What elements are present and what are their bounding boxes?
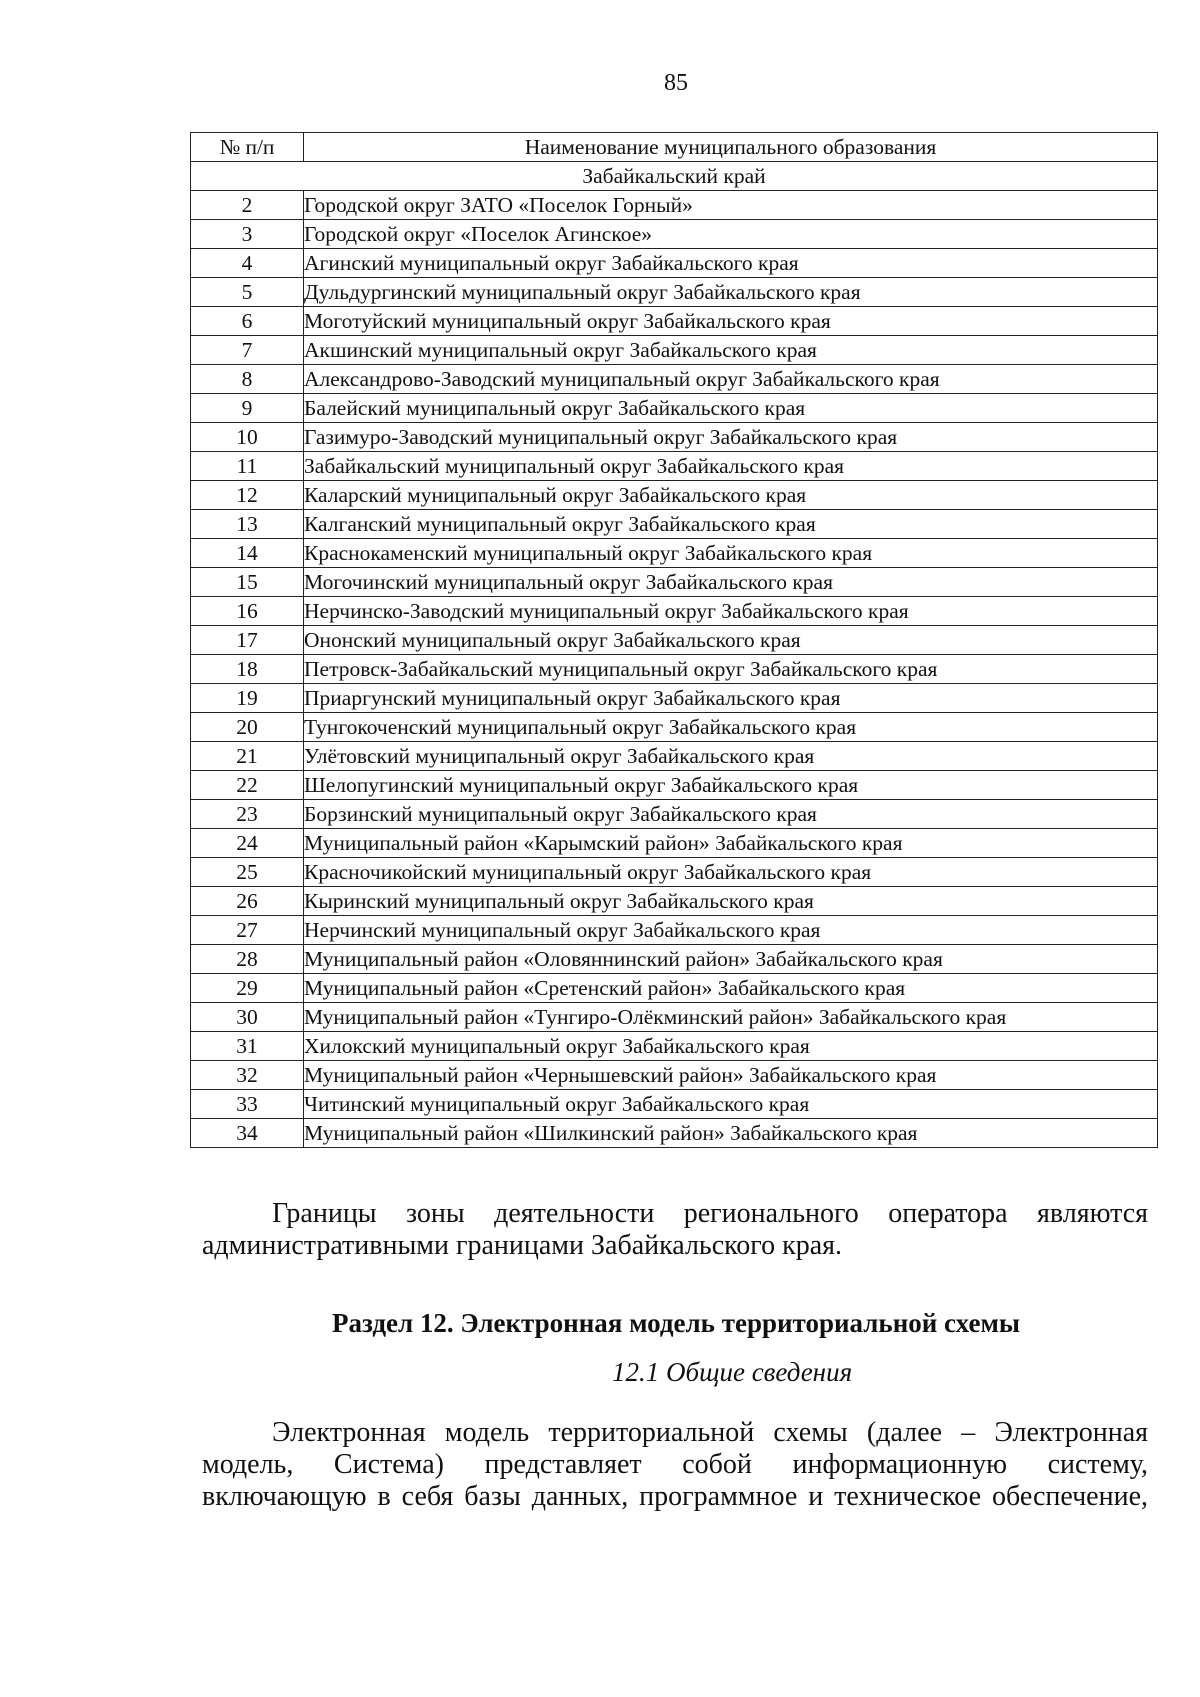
table-row [191, 481, 1158, 510]
municipality-name: Агинский муниципальный округ Забайкальского края [304, 249, 1158, 278]
region-row [191, 162, 1158, 191]
table-row [191, 1061, 1158, 1090]
table-row [191, 220, 1158, 249]
row-number: 25 [191, 858, 304, 887]
model-paragraph [202, 1417, 1148, 1513]
municipality-name: Тунгокоченский муниципальный округ Забайкальского края [304, 713, 1158, 742]
table-row [191, 191, 1158, 220]
paragraph-line: Электронная модель территориальной схемы (далее – Электронная [272, 1417, 1148, 1448]
table-row [191, 684, 1158, 713]
table-row [191, 423, 1158, 452]
row-number: 26 [191, 887, 304, 916]
municipality-name: Городской округ ЗАТО «Поселок Горный» [304, 191, 1158, 220]
region-name: Забайкальский край [191, 162, 1158, 191]
municipality-name: Моготуйский муниципальный округ Забайкальского края [304, 307, 1158, 336]
table-row [191, 336, 1158, 365]
row-number: 34 [191, 1119, 304, 1148]
row-number: 10 [191, 423, 304, 452]
row-number: 14 [191, 539, 304, 568]
municipality-name: Петровск-Забайкальский муниципальный округ Забайкальского края [304, 655, 1158, 684]
table-row [191, 365, 1158, 394]
table-row [191, 1003, 1158, 1032]
municipality-name: Муниципальный район «Сретенский район» Забайкальского края [304, 974, 1158, 1003]
row-number: 8 [191, 365, 304, 394]
municipality-name: Шелопугинский муниципальный округ Забайкальского края [304, 771, 1158, 800]
municipality-name: Калганский муниципальный округ Забайкальского края [304, 510, 1158, 539]
table-row [191, 539, 1158, 568]
municipality-name: Балейский муниципальный округ Забайкальского края [304, 394, 1158, 423]
header-name: Наименование муниципального образования [304, 133, 1158, 162]
municipality-name: Муниципальный район «Тунгиро-Олёкминский район» Забайкальского края [304, 1003, 1158, 1032]
municipality-name: Кыринский муниципальный округ Забайкальского края [304, 887, 1158, 916]
municipality-name: Краснокаменский муниципальный округ Забайкальского края [304, 539, 1158, 568]
row-number: 28 [191, 945, 304, 974]
table-row [191, 597, 1158, 626]
table-row [191, 858, 1158, 887]
row-number: 31 [191, 1032, 304, 1061]
table-row [191, 945, 1158, 974]
subsection-title: 12.1 Общие сведения [612, 1357, 853, 1387]
table-row [191, 568, 1158, 597]
table-row [191, 452, 1158, 481]
municipality-name: Акшинский муниципальный округ Забайкальского края [304, 336, 1158, 365]
table-row [191, 742, 1158, 771]
row-number: 7 [191, 336, 304, 365]
page-number: 85 [664, 70, 688, 96]
row-number: 5 [191, 278, 304, 307]
row-number: 19 [191, 684, 304, 713]
row-number: 29 [191, 974, 304, 1003]
municipality-name: Нерчинский муниципальный округ Забайкальского края [304, 916, 1158, 945]
table-row [191, 655, 1158, 684]
municipality-name: Александрово-Заводский муниципальный округ Забайкальского края [304, 365, 1158, 394]
table-row [191, 1119, 1158, 1148]
boundaries-paragraph [202, 1198, 1148, 1262]
paragraph-line: Границы зоны деятельности регионального оператора являются [272, 1198, 1148, 1229]
municipality-name: Нерчинско-Заводский муниципальный округ Забайкальского края [304, 597, 1158, 626]
table-row [191, 887, 1158, 916]
row-number: 11 [191, 452, 304, 481]
row-number: 32 [191, 1061, 304, 1090]
table-row [191, 800, 1158, 829]
row-number: 18 [191, 655, 304, 684]
table-row [191, 278, 1158, 307]
municipality-name: Муниципальный район «Оловяннинский район» Забайкальского края [304, 945, 1158, 974]
paragraph-line: административными границами Забайкальского края. [202, 1230, 843, 1261]
table-row [191, 829, 1158, 858]
municipality-name: Каларский муниципальный округ Забайкальского края [304, 481, 1158, 510]
municipality-name: Муниципальный район «Чернышевский район» Забайкальского края [304, 1061, 1158, 1090]
municipality-name: Городской округ «Поселок Агинское» [304, 220, 1158, 249]
municipality-name: Борзинский муниципальный округ Забайкальского края [304, 800, 1158, 829]
table-row [191, 713, 1158, 742]
municipality-name: Газимуро-Заводский муниципальный округ Забайкальского края [304, 423, 1158, 452]
municipality-name: Красночикойский муниципальный округ Забайкальского края [304, 858, 1158, 887]
municipality-name: Хилокский муниципальный округ Забайкальского края [304, 1032, 1158, 1061]
table-row [191, 510, 1158, 539]
row-number: 17 [191, 626, 304, 655]
table-row [191, 1032, 1158, 1061]
table-row [191, 626, 1158, 655]
row-number: 30 [191, 1003, 304, 1032]
municipality-name: Забайкальский муниципальный округ Забайкальского края [304, 452, 1158, 481]
table-body [191, 162, 1158, 1148]
row-number: 2 [191, 191, 304, 220]
row-number: 23 [191, 800, 304, 829]
row-number: 24 [191, 829, 304, 858]
table-row [191, 771, 1158, 800]
table-row [191, 394, 1158, 423]
row-number: 15 [191, 568, 304, 597]
municipality-name: Дульдургинский муниципальный округ Забайкальского края [304, 278, 1158, 307]
table-row [191, 916, 1158, 945]
row-number: 12 [191, 481, 304, 510]
municipality-name: Приаргунский муниципальный округ Забайкальского края [304, 684, 1158, 713]
row-number: 6 [191, 307, 304, 336]
paragraph-line: модель, Система) представляет собой информационную систему, [202, 1449, 1148, 1480]
row-number: 4 [191, 249, 304, 278]
row-number: 16 [191, 597, 304, 626]
header-number: № п/п [191, 133, 304, 162]
row-number: 21 [191, 742, 304, 771]
municipality-name: Читинский муниципальный округ Забайкальского края [304, 1090, 1158, 1119]
municipality-name: Муниципальный район «Карымский район» Забайкальского края [304, 829, 1158, 858]
row-number: 9 [191, 394, 304, 423]
municipality-name: Улётовский муниципальный округ Забайкальского края [304, 742, 1158, 771]
table-row [191, 307, 1158, 336]
row-number: 33 [191, 1090, 304, 1119]
row-number: 3 [191, 220, 304, 249]
table-row [191, 1090, 1158, 1119]
row-number: 13 [191, 510, 304, 539]
table-row [191, 974, 1158, 1003]
municipality-name: Муниципальный район «Шилкинский район» Забайкальского края [304, 1119, 1158, 1148]
paragraph-line: включающую в себя базы данных, программное и техническое обеспечение, [202, 1481, 1148, 1512]
table-header-row [191, 133, 1158, 162]
section-title: Раздел 12. Электронная модель территориальной схемы [332, 1308, 1020, 1338]
row-number: 22 [191, 771, 304, 800]
row-number: 20 [191, 713, 304, 742]
municipality-name: Ононский муниципальный округ Забайкальского края [304, 626, 1158, 655]
municipality-name: Могочинский муниципальный округ Забайкальского края [304, 568, 1158, 597]
table-row [191, 249, 1158, 278]
municipalities-table [190, 132, 1158, 1148]
row-number: 27 [191, 916, 304, 945]
